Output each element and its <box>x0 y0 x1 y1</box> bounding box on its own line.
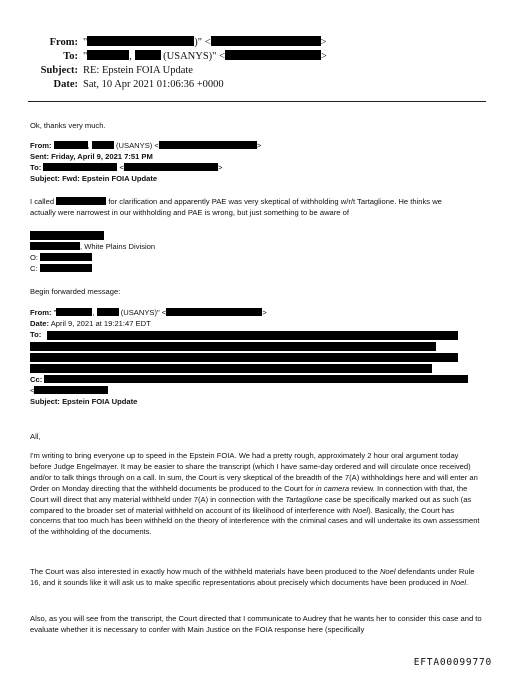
redaction <box>47 331 458 340</box>
begin-forwarded: Begin forwarded message: <box>30 287 121 296</box>
redaction <box>40 264 92 272</box>
header-from-label: From: <box>49 37 78 48</box>
orig-subject-value: Epstein FOIA Update <box>62 397 138 406</box>
orig-subject-row: Subject: Epstein FOIA Update <box>30 397 138 406</box>
header-date-value: Sat, 10 Apr 2021 01:06:36 +0000 <box>83 79 224 90</box>
letter-paragraph-2: The Court was also interested in exactly how much of the withheld materials have been produced to the Noel defendants under Rule 16, and it sounds like it will ask us to make specific representations about precisely which documents have been produced in Noel. <box>30 567 475 587</box>
header-subject-row <box>0 64 193 78</box>
redaction <box>211 36 321 46</box>
redaction <box>30 231 104 240</box>
header-subject-value: RE: Epstein FOIA Update <box>83 65 193 76</box>
redaction <box>56 197 106 205</box>
redaction <box>124 163 218 171</box>
fwd-sent-row: Sent: Friday, April 9, 2021 7:51 PM <box>30 152 153 161</box>
fwd-subject-value: Fwd: Epstein FOIA Update <box>62 174 158 183</box>
redaction <box>87 36 194 46</box>
redaction <box>56 308 92 316</box>
redaction <box>30 342 436 351</box>
header-date-label: Date: <box>53 79 78 90</box>
header-to-row: To: " , (USANYS)" < > <box>0 50 327 64</box>
redaction <box>40 253 92 261</box>
orig-date-row: Date: April 9, 2021 at 19:21:47 EDT <box>30 319 151 328</box>
header-date-row <box>0 78 224 92</box>
orig-date-value: April 9, 2021 at 19:21:47 EDT <box>50 319 151 328</box>
header-subject-label: Subject: <box>40 65 78 76</box>
fwd-sent-value: Friday, April 9, 2021 7:51 PM <box>51 152 153 161</box>
redaction <box>30 364 432 373</box>
fwd-to-row: To: < > <box>30 163 223 172</box>
signature-office-row: O: <box>30 253 92 263</box>
redaction <box>30 242 80 250</box>
fwd-subject-row: Subject: Fwd: Epstein FOIA Update <box>30 174 158 183</box>
redaction <box>225 50 321 60</box>
redaction <box>135 50 161 60</box>
letter-greeting: All, <box>30 432 41 441</box>
fwd-from-row: From: , (USANYS) < > <box>30 141 262 150</box>
header-divider <box>28 101 486 102</box>
orig-from-row: From: " , (USANYS)" < > <box>30 308 267 317</box>
bates-number: EFTA00099770 <box>413 657 492 668</box>
orig-cc-row-2: < <box>30 386 108 396</box>
redaction <box>30 353 458 362</box>
letter-paragraph-3: Also, as you will see from the transcript, the Court directed that I communicate to Audrey that he wants her to consider this case and to evaluate whether it is necessary to confer with Main Justice on the FOIA response here (specifically <box>30 614 482 634</box>
fwd-body-line-2: actually were narrowest in our withholding and PAE is wrong, but just something to be aware of <box>30 208 349 217</box>
redaction <box>54 141 88 149</box>
redaction <box>34 386 108 394</box>
redaction <box>159 141 257 149</box>
signature-division-row: , White Plains Division <box>30 242 155 252</box>
redaction <box>87 50 129 60</box>
redaction <box>43 163 117 171</box>
redaction <box>166 308 262 316</box>
reply-text: Ok, thanks very much. <box>30 121 106 130</box>
redaction <box>44 375 468 383</box>
fwd-body-line-1: I called for clarification and apparently PAE was very skeptical of withholding w/r/t Tartaglione. He thinks we <box>30 197 442 206</box>
redaction <box>92 141 114 149</box>
header-from-row: From: " )" < > <box>0 36 327 50</box>
orig-to-row: To: <box>30 330 42 339</box>
letter-paragraph-1: I'm writing to bring everyone up to speed in the Epstein FOIA. We had a pretty rough, approximately 2 hour oral argument today before Judge Engelmayer. It may be easier to share the transcript (which I have same-day ordered and will circulate once received) and/or to talk things through on a call. In sum, the Court is very skeptical of the breadth of the 7(A) withholdings here and will enter an Order on Monday directing that the withheld documents be produced to the Court for in camera review. In connection with that, the Court will direct that any material withheld under 7(A) in connection with the Tartaglione case be specifically marked out as such (as compared to the broader set of material withheld on account of its likelihood of interference with Noel). Basically, the Court has concerns that too much has been withheld on the theory of interference with the criminal cases and will undertake its own assessment of the withholding of the documents. <box>30 451 480 537</box>
signature-cell-row: C: <box>30 264 92 274</box>
header-to-label: To: <box>63 51 78 62</box>
redaction <box>97 308 119 316</box>
orig-cc-row: Cc: <box>30 375 468 385</box>
